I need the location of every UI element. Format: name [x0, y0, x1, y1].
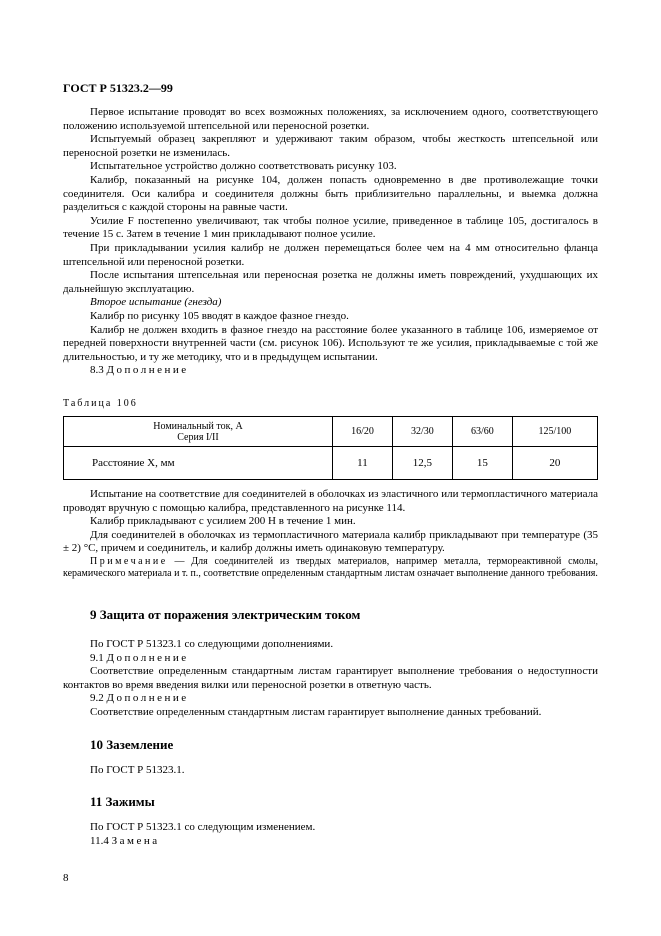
- paragraph: По ГОСТ Р 51323.1 со следующим изменением.: [90, 821, 316, 833]
- section-number: 9.2: [90, 692, 104, 705]
- table-header-cell: [64, 417, 333, 447]
- table-column-header: 16/20: [333, 417, 393, 447]
- paragraph: После испытания штепсельная или переносная розетка не должны иметь повреждений, ухудшающих их дальнейшую эксплуатацию.: [63, 269, 598, 295]
- paragraph: По ГОСТ Р 51323.1.: [90, 764, 185, 776]
- paragraph: По ГОСТ Р 51323.1 со следующими дополнениями.: [90, 638, 334, 650]
- paragraph: Калибр, показанный на рисунке 104, должен попасть одновременно в две противолежащие точки соединителя. Оси калибра и соединителя должны быть приблизительно параллельны, и выемка должна разделиться с каждой стороны на равные части.: [63, 173, 598, 214]
- table-cell: 11: [333, 447, 393, 480]
- paragraph: Соответствие определенным стандартным листам гарантирует выполнение данных требований.: [90, 705, 542, 718]
- note-label: Примечание: [90, 555, 168, 567]
- body-text-top: [63, 106, 598, 378]
- table-header-row: [64, 417, 598, 447]
- paragraph: Для соединителей в оболочках из термопластичного материала калибр прикладывают при температуре (35 ± 2) °С, причем и соединитель, и калибр должны иметь одинаковую температуру.: [63, 528, 598, 555]
- section-8-3: [63, 364, 598, 378]
- paragraph: Испытательное устройство должно соответствовать рисунку 103.: [90, 160, 397, 173]
- paragraph: Соответствие определенным стандартным листам гарантирует выполнение требования о недоступности контактов во время введения вилки или переносной розетки в ответную часть.: [63, 665, 598, 691]
- page-number: 8: [63, 872, 69, 884]
- section-10-body: [63, 764, 598, 778]
- note-text: — Для соединителей из твердых материалов, например металла, термореактивной смолы, керамического материала и т. п., соответствие определенным стандартным листам означает выполнение данного требования.: [63, 555, 598, 580]
- section-9-body: [63, 638, 598, 720]
- standard-header: ГОСТ Р 51323.2—99: [63, 81, 173, 95]
- header-line2: Серия I/II: [177, 431, 219, 443]
- row-label: Расстояние X, мм: [64, 447, 333, 480]
- paragraph: Испытуемый образец закрепляют и удерживают таким образом, чтобы жесткость штепсельной или переносной розетки не изменилась.: [63, 133, 598, 159]
- section-label: Дополнение: [106, 364, 189, 377]
- table-106: [63, 416, 598, 480]
- second-test-title: Второе испытание (гнезда): [90, 296, 222, 309]
- section-number: 9.1: [90, 651, 104, 664]
- section-label: Замена: [111, 834, 160, 847]
- paragraph: При прикладывании усилия калибр не должен перемещаться более чем на 4 мм относительно фланца штепсельной или переносной розетки.: [63, 241, 598, 268]
- paragraph: Усилие F постепенно увеличивают, так чтобы полное усилие, приведенное в таблице 105, достигалось в течение 15 с. Затем в течение 1 мин прикладывают полное усилие.: [63, 214, 598, 241]
- table-cell: 12,5: [392, 447, 452, 480]
- paragraph: Первое испытание проводят во всех возможных положениях, за исключением одного, соответствующего положению используемой штепсельной или переносной розетки.: [63, 106, 598, 132]
- section-label: Дополнение: [106, 651, 189, 664]
- section-11-title: 11 Зажимы: [90, 794, 155, 809]
- subsection-9-1: [63, 652, 598, 666]
- section-number: 8.3: [90, 364, 104, 377]
- section-10-title: 10 Заземление: [90, 737, 174, 752]
- table-column-header: 125/100: [512, 417, 597, 447]
- subsection-11-4: [63, 835, 598, 849]
- section-label: Дополнение: [106, 692, 189, 705]
- section-11-body: [63, 821, 598, 848]
- body-text-middle: [63, 488, 598, 581]
- subsection-9-2: [63, 692, 598, 706]
- paragraph: Калибр по рисунку 105 вводят в каждое фазное гнездо.: [90, 309, 349, 322]
- table-row: [64, 447, 598, 480]
- table-cell: 15: [452, 447, 512, 480]
- table-caption: Таблица 106: [63, 398, 138, 409]
- paragraph: Испытание на соответствие для соединителей в оболочках из эластичного или термопластичного материала проводят вручную с помощью калибра, представленного на рисунке 114.: [63, 488, 598, 514]
- paragraph: Калибр не должен входить в фазное гнездо на расстояние более указанного в таблице 106, измеряемое от передней поверхности внутренней части (см. рисунок 106). Используют те же усилия, прикладываемые с той же длительностью, и ту же методику, что и в предыдущем испытании.: [63, 323, 598, 363]
- table-column-header: 63/60: [452, 417, 512, 447]
- paragraph: Калибр прикладывают с усилием 200 Н в течение 1 мин.: [90, 515, 356, 528]
- header-line1: Номинальный ток, А: [153, 420, 243, 432]
- section-9-title: 9 Защита от поражения электрическим током: [90, 607, 361, 622]
- note: [63, 556, 598, 581]
- section-number: 11.4: [90, 834, 109, 847]
- table-cell: 20: [512, 447, 597, 480]
- table-column-header: 32/30: [392, 417, 452, 447]
